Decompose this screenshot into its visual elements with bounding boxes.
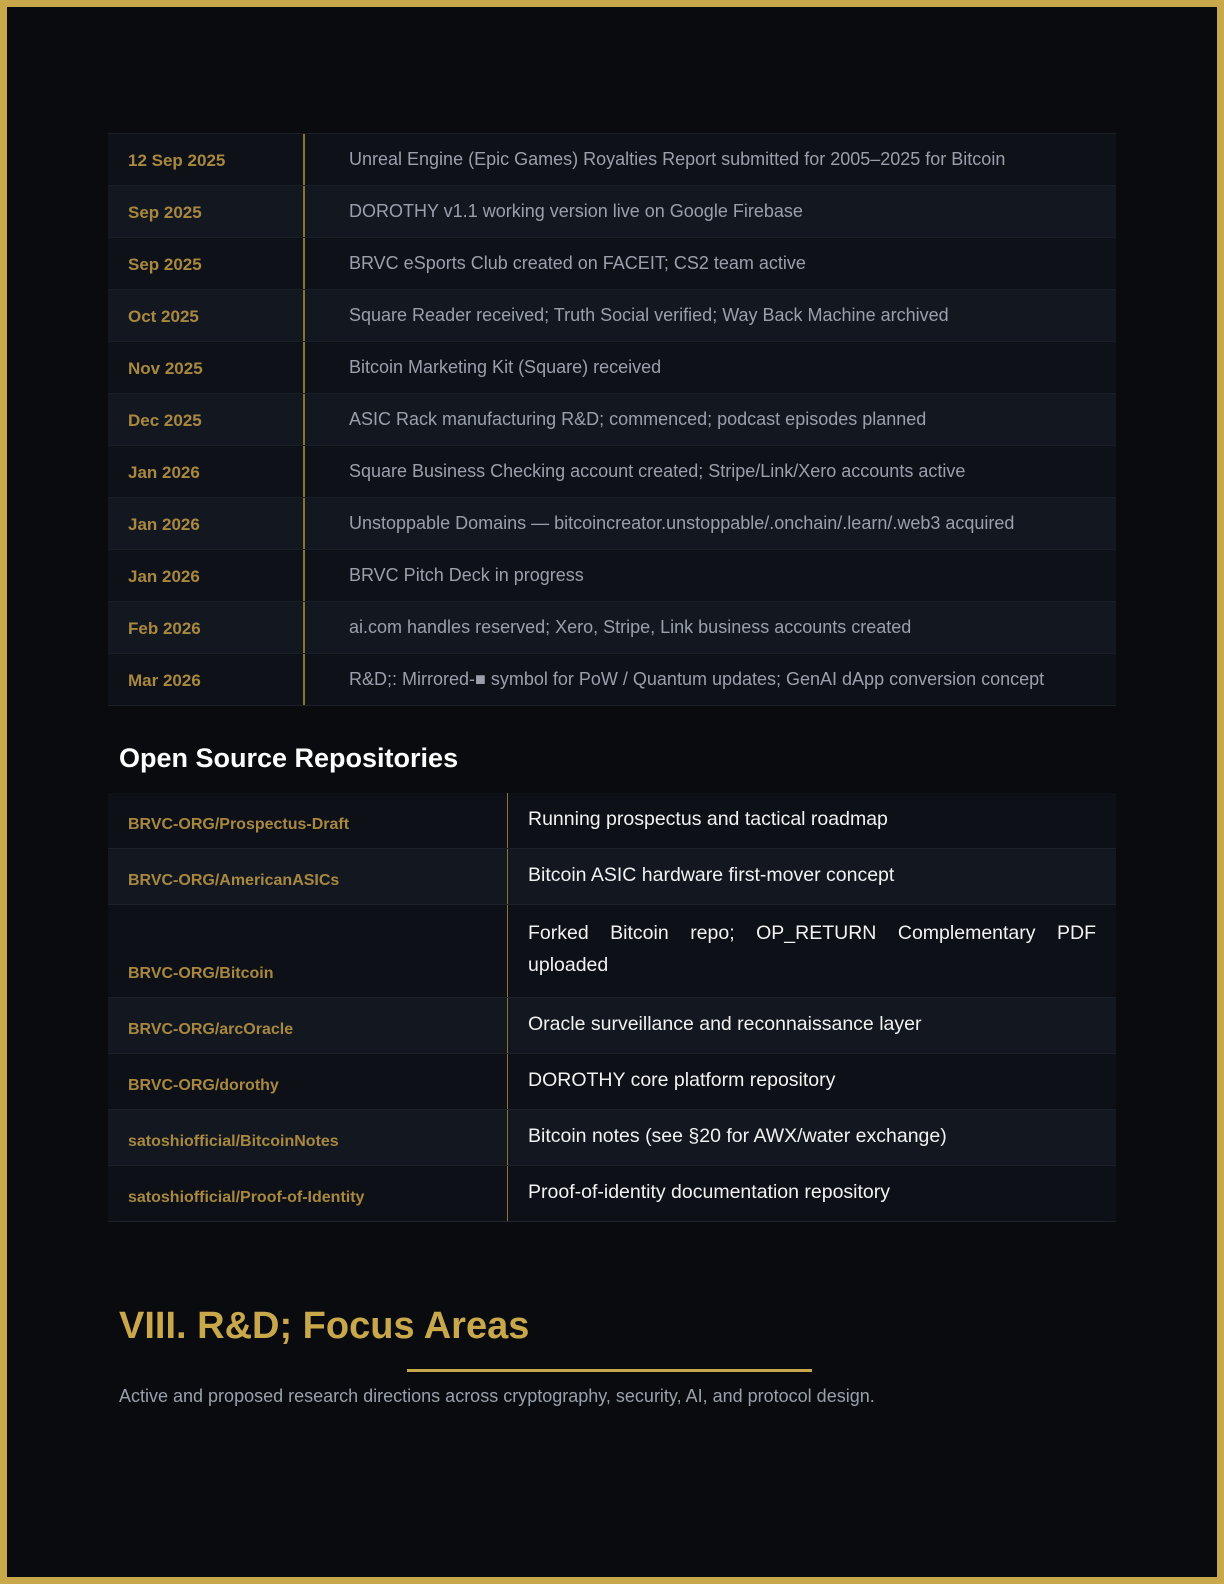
timeline-event: DOROTHY v1.1 working version live on Google Firebase	[349, 201, 803, 221]
title-underline	[407, 1369, 812, 1372]
repository-description: Forked Bitcoin repo; OP_RETURN Complementary PDF uploaded	[528, 922, 1096, 976]
timeline-event: ai.com handles reserved; Xero, Stripe, Link business accounts created	[349, 617, 912, 637]
timeline-date: Oct 2025	[108, 290, 305, 341]
timeline-event: BRVC Pitch Deck in progress	[349, 565, 584, 585]
timeline-date: Jan 2026	[108, 446, 305, 497]
timeline-date: 12 Sep 2025	[108, 134, 305, 185]
repository-row	[108, 849, 1116, 905]
repositories-table	[108, 793, 1116, 1222]
repository-row	[108, 1110, 1116, 1166]
repository-description: DOROTHY core platform repository	[528, 1069, 836, 1091]
timeline-row	[108, 342, 1116, 394]
repository-description: Bitcoin notes (see §20 for AWX/water exchange)	[528, 1125, 947, 1147]
timeline-row	[108, 654, 1116, 706]
repository-row	[108, 1054, 1116, 1110]
timeline-table	[108, 133, 1116, 706]
repository-description: Oracle surveillance and reconnaissance layer	[528, 1013, 922, 1035]
repository-name: BRVC-ORG/arcOracle	[108, 998, 508, 1053]
repository-name: BRVC-ORG/AmericanASICs	[108, 849, 508, 904]
timeline-row	[108, 134, 1116, 186]
timeline-event: Square Reader received; Truth Social verified; Way Back Machine archived	[349, 305, 949, 325]
timeline-row	[108, 394, 1116, 446]
repository-description: Proof-of-identity documentation repository	[528, 1181, 891, 1203]
repository-description: Bitcoin ASIC hardware first-mover concept	[528, 864, 895, 886]
timeline-row	[108, 602, 1116, 654]
repository-row	[108, 998, 1116, 1054]
timeline-date: Jan 2026	[108, 498, 305, 549]
repository-name: BRVC-ORG/Bitcoin	[108, 905, 508, 997]
timeline-date: Feb 2026	[108, 602, 305, 653]
timeline-event: Square Business Checking account created; Stripe/Link/Xero accounts active	[349, 461, 966, 481]
timeline-date: Mar 2026	[108, 654, 305, 705]
timeline-event: Bitcoin Marketing Kit (Square) received	[349, 357, 662, 377]
timeline-date: Dec 2025	[108, 394, 305, 445]
timeline-event: R&D;: Mirrored-■ symbol for PoW / Quantum updates; GenAI dApp conversion concept	[349, 669, 1045, 689]
repository-row	[108, 905, 1116, 998]
repository-description: Running prospectus and tactical roadmap	[528, 808, 888, 830]
repository-name: BRVC-ORG/Prospectus-Draft	[108, 793, 508, 848]
timeline-event: ASIC Rack manufacturing R&D; commenced; podcast episodes planned	[349, 409, 927, 429]
repository-name: satoshiofficial/Proof-of-Identity	[108, 1166, 508, 1221]
timeline-row	[108, 498, 1116, 550]
section-description: Active and proposed research directions across cryptography, security, AI, and protocol design.	[119, 1386, 875, 1406]
timeline-row	[108, 238, 1116, 290]
timeline-row	[108, 290, 1116, 342]
timeline-row	[108, 550, 1116, 602]
timeline-row	[108, 446, 1116, 498]
section-divider	[119, 1221, 1104, 1222]
timeline-event: Unreal Engine (Epic Games) Royalties Report submitted for 2005–2025 for Bitcoin	[349, 149, 1006, 169]
repository-name: satoshiofficial/BitcoinNotes	[108, 1110, 508, 1165]
timeline-date: Sep 2025	[108, 186, 305, 237]
document-page	[7, 7, 1217, 1577]
timeline-row	[108, 186, 1116, 238]
timeline-date: Sep 2025	[108, 238, 305, 289]
repositories-heading: Open Source Repositories	[119, 743, 459, 773]
timeline-date: Jan 2026	[108, 550, 305, 601]
section-title: VIII. R&D; Focus Areas	[119, 1305, 530, 1347]
timeline-event: BRVC eSports Club created on FACEIT; CS2 team active	[349, 253, 806, 273]
timeline-event: Unstoppable Domains — bitcoincreator.unstoppable/.onchain/.learn/.web3 acquired	[349, 513, 1015, 533]
timeline-date: Nov 2025	[108, 342, 305, 393]
repository-row	[108, 793, 1116, 849]
repository-name: BRVC-ORG/dorothy	[108, 1054, 508, 1109]
repository-row	[108, 1166, 1116, 1222]
